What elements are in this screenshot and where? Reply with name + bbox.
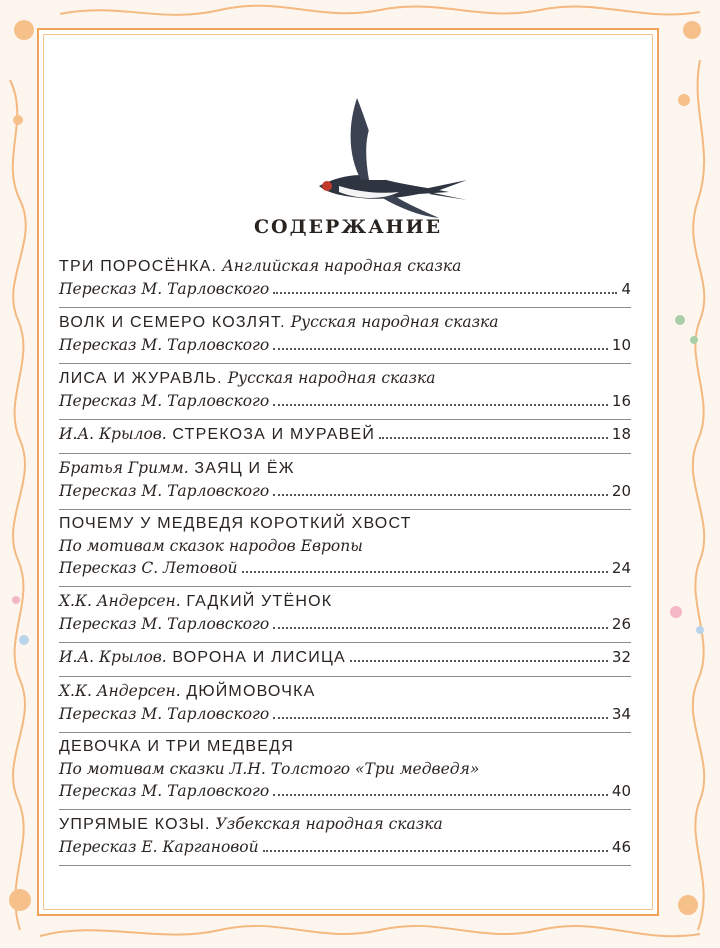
page-number: 10 (611, 336, 631, 354)
toc-line (59, 736, 631, 758)
toc-entry[interactable] (59, 810, 631, 866)
page-title: СОДЕРЖАНИЕ (253, 216, 443, 238)
toc-line (59, 613, 631, 635)
toc-line (59, 836, 631, 858)
story-subtitle: Братья Гримм. (59, 459, 189, 477)
story-subtitle: Узбекская народная сказка (210, 815, 443, 833)
story-subtitle: Пересказ М. Тарловского (59, 336, 270, 354)
toc-line (59, 367, 631, 390)
toc-line (59, 255, 631, 278)
toc-line (59, 813, 631, 836)
page-number: 18 (611, 425, 631, 443)
swallow-illustration (299, 68, 469, 228)
story-subtitle: И.А. Крылов. (59, 648, 167, 666)
story-subtitle: Пересказ Е. Каргановой (59, 838, 259, 856)
toc-entry[interactable] (59, 510, 631, 587)
toc-entry[interactable] (59, 643, 631, 677)
dot-leader (242, 571, 608, 573)
story-subtitle: Пересказ М. Тарловского (59, 280, 270, 298)
dot-leader (263, 850, 608, 852)
toc-line (59, 780, 631, 802)
toc-line (59, 557, 631, 579)
dot-leader (273, 627, 608, 629)
dot-leader (273, 494, 608, 496)
story-title: УПРЯМЫЕ КОЗЫ. (59, 816, 211, 833)
story-title: ЛИСА И ЖУРАВЛЬ. (59, 370, 223, 387)
page-number: 34 (611, 705, 631, 723)
page-number: 20 (611, 482, 631, 500)
story-subtitle: И.А. Крылов. (59, 425, 167, 443)
page-number: 46 (611, 838, 631, 856)
story-subtitle: Х.К. Андерсен. (59, 682, 181, 700)
toc-line (59, 535, 631, 557)
dot-leader (273, 348, 608, 350)
dot-leader (379, 437, 608, 439)
toc-line (59, 513, 631, 535)
toc-line (59, 278, 631, 300)
toc-entry[interactable] (59, 420, 631, 454)
table-of-contents (59, 252, 631, 866)
toc-entry[interactable] (59, 587, 631, 643)
story-subtitle: Английская народная сказка (217, 257, 462, 275)
story-subtitle: Х.К. Андерсен. (59, 592, 181, 610)
dot-leader (273, 404, 608, 406)
story-title: ГАДКИЙ УТЁНОК (180, 593, 333, 610)
toc-line (59, 457, 631, 480)
story-title: СТРЕКОЗА И МУРАВЕЙ (166, 426, 376, 443)
toc-line (59, 703, 631, 725)
toc-entry[interactable] (59, 308, 631, 364)
dot-leader (273, 794, 608, 796)
story-subtitle: По мотивам сказки Л.Н. Толстого «Три медведя» (59, 760, 480, 778)
toc-line (59, 646, 631, 669)
toc-line (59, 311, 631, 334)
story-subtitle: По мотивам сказок народов Европы (59, 537, 363, 555)
story-title: ЗАЯЦ И ЁЖ (188, 460, 295, 477)
page-number: 24 (611, 559, 631, 577)
toc-entry[interactable] (59, 364, 631, 420)
content-panel (37, 28, 659, 916)
story-subtitle: Пересказ М. Тарловского (59, 615, 270, 633)
toc-line (59, 390, 631, 412)
toc-line (59, 334, 631, 356)
page-number: 32 (611, 648, 631, 666)
toc-entry[interactable] (59, 733, 631, 810)
toc-entry[interactable] (59, 252, 631, 308)
story-title: ДЮЙМОВОЧКА (180, 683, 316, 700)
toc-line (59, 480, 631, 502)
toc-line (59, 758, 631, 780)
story-title: ПОЧЕМУ У МЕДВЕДЯ КОРОТКИЙ ХВОСТ (59, 515, 412, 532)
toc-entry[interactable] (59, 454, 631, 510)
page-number: 40 (611, 782, 631, 800)
toc-line (59, 590, 631, 613)
story-title: ВОЛК И СЕМЕРО КОЗЛЯТ. (59, 314, 286, 331)
dot-leader (350, 660, 608, 662)
page-number: 16 (611, 392, 631, 410)
page-number: 4 (621, 280, 631, 298)
story-title: ДЕВОЧКА И ТРИ МЕДВЕДЯ (59, 738, 294, 755)
story-subtitle: Пересказ М. Тарловского (59, 482, 270, 500)
page-number: 26 (611, 615, 631, 633)
story-subtitle: Пересказ С. Летовой (59, 559, 238, 577)
toc-line (59, 423, 631, 446)
dot-leader (273, 717, 608, 719)
story-subtitle: Русская народная сказка (285, 313, 499, 331)
toc-entry[interactable] (59, 677, 631, 733)
story-title: ВОРОНА И ЛИСИЦА (166, 649, 346, 666)
story-subtitle: Русская народная сказка (222, 369, 436, 387)
story-subtitle: Пересказ М. Тарловского (59, 782, 270, 800)
story-subtitle: Пересказ М. Тарловского (59, 705, 270, 723)
story-title: ТРИ ПОРОСЁНКА. (59, 258, 218, 275)
story-subtitle: Пересказ М. Тарловского (59, 392, 270, 410)
toc-line (59, 680, 631, 703)
dot-leader (273, 292, 617, 294)
